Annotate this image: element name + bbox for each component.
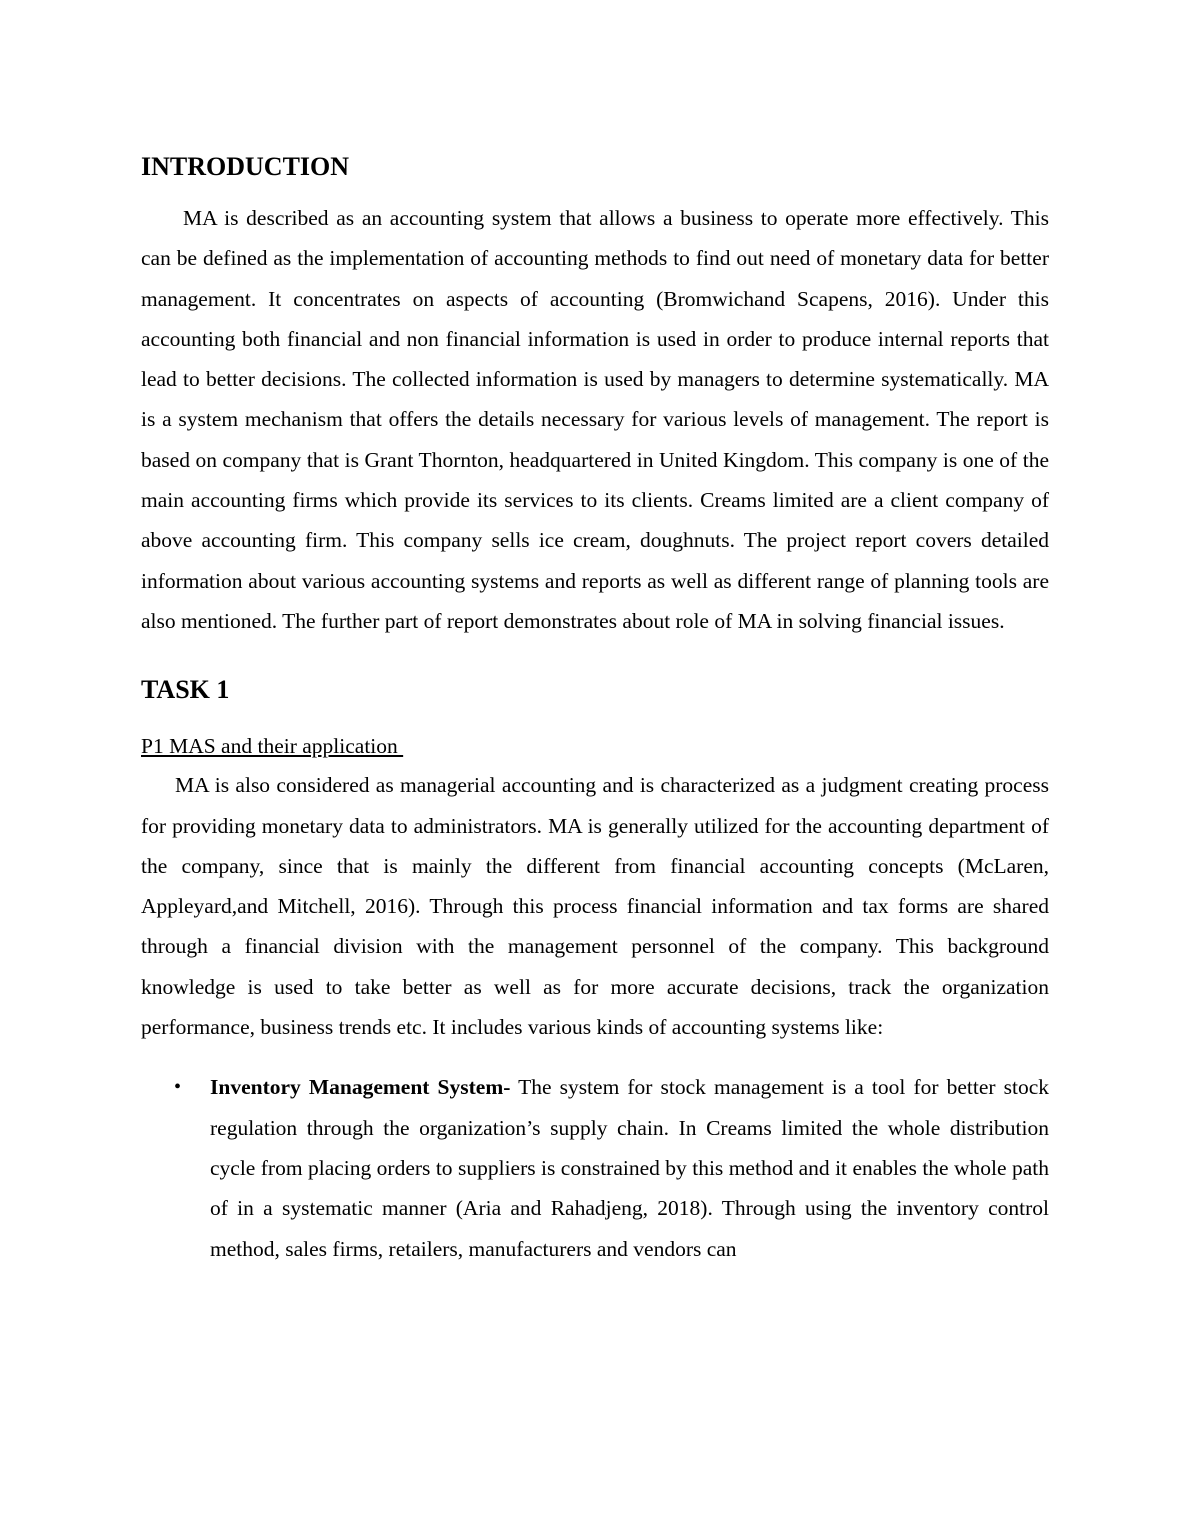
introduction-paragraph: MA is described as an accounting system that allows a business to operate more effectively. This can be defined as the implementation of accounting methods to find out need of monetary data for better management. It concentrates on aspects of accounting (Bromwichand Scapens, 2016). Under this accounting both financial and non financial information is used in order to produce internal reports that lead to better decisions. The collected information is used by managers to determine systematically. MA is a system mechanism that offers the details necessary for various levels of management. The report is based on company that is Grant Thornton, headquartered in United Kingdom. This company is one of the main accounting firms which provide its services to its clients. Creams limited are a client company of above accounting firm. This company sells ice cream, doughnuts. The project report covers detailed information about various accounting systems and reports as well as different range of planning tools are also mentioned. The further part of report demonstrates about role of MA in solving financial issues. bbox=[141, 206, 1049, 633]
introduction-heading: INTRODUCTION bbox=[141, 152, 350, 181]
accounting-systems-list bbox=[141, 1067, 1049, 1268]
document-content bbox=[141, 150, 1049, 1269]
list-item bbox=[174, 1067, 1049, 1268]
task1-subheading: P1 MAS and their application bbox=[141, 734, 404, 759]
task1-heading: TASK 1 bbox=[141, 675, 230, 705]
list-item-text: The system for stock management is a tool for better stock regulation through the organization’s supply chain. In Creams limited the whole distribution cycle from placing orders to suppliers is constrained by this method and it enables the whole path of in a systematic manner (Aria and Rahadjeng, 2018). Through using the inventory control method, sales firms, retailers, manufacturers and vendors can bbox=[210, 1075, 1049, 1261]
task1-paragraph: MA is also considered as managerial accounting and is characterized as a judgment creating process for providing monetary data to administrators. MA is generally utilized for the accounting department of the company, since that is mainly the different from financial accounting concepts (McLaren, Appleyard,and Mitchell, 2016). Through this process financial information and tax forms are shared through a financial division with the management personnel of the company. This background knowledge is used to take better as well as for more accurate decisions, track the organization performance, business trends etc. It includes various kinds of accounting systems like: bbox=[141, 773, 1049, 1040]
bullet-icon: • bbox=[174, 1076, 182, 1099]
list-item-title: Inventory Management System- bbox=[210, 1075, 511, 1100]
